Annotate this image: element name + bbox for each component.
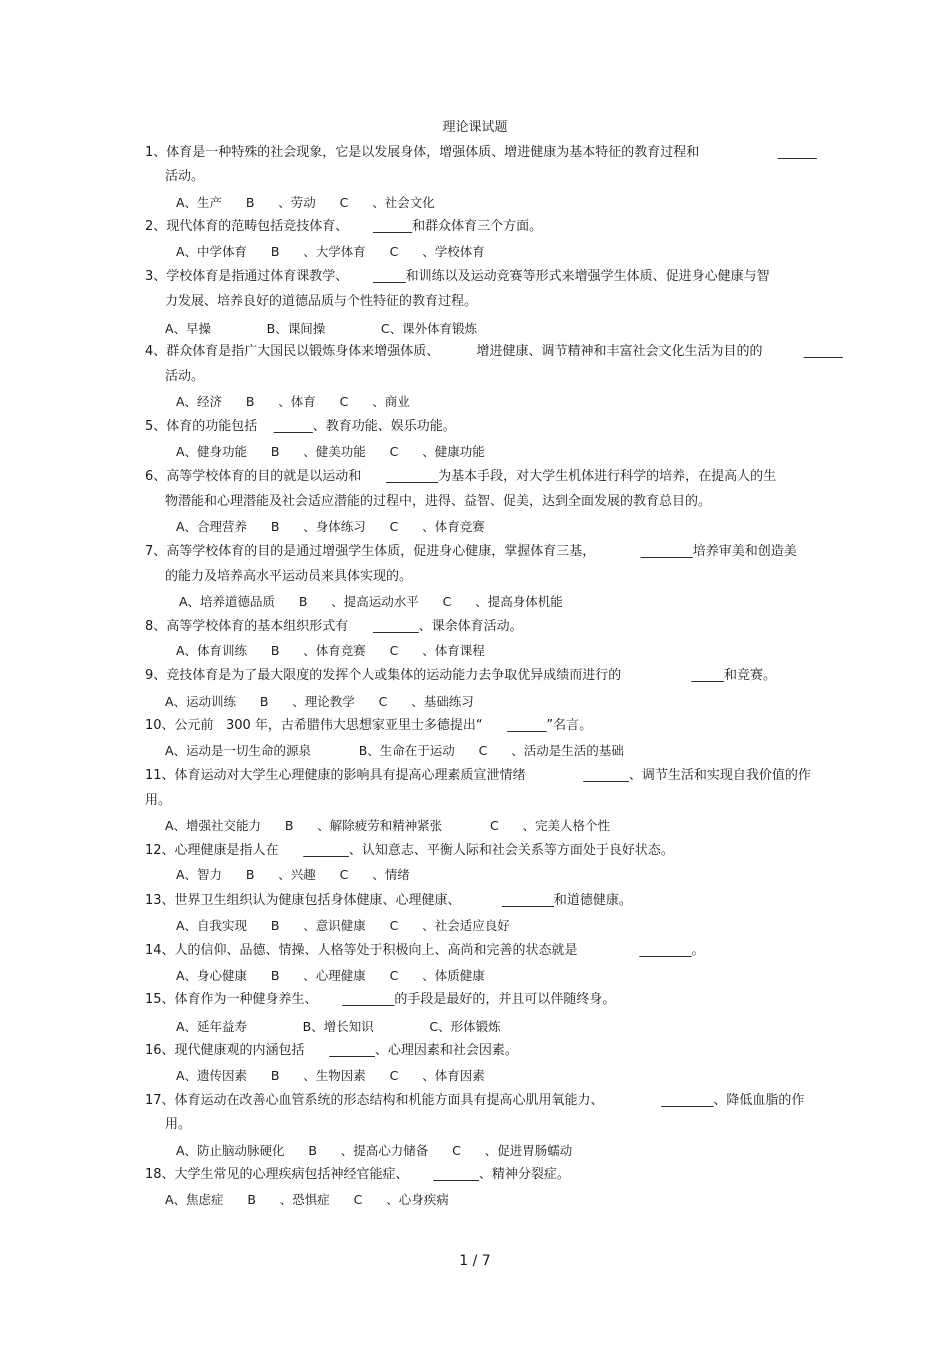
question-9-line-1: 9、竞技体育是为了最大限度的发挥个人或集体的运动能力去争取优异成绩而进行的 _____和竞赛。 [145, 668, 777, 683]
question-14-options: A、身心健康 B 、心理健康 C 、体质健康 [176, 968, 485, 983]
question-8-line-1: 8、高等学校体育的基本组织形式有 _______、课余体育活动。 [145, 619, 523, 634]
page-number: 1 / 7 [459, 1253, 491, 1269]
question-13-line-1: 13、世界卫生组织认为健康包括身体健康、心理健康、 ________和道德健康。 [145, 893, 632, 908]
question-17-line-1: 17、体育运动在改善心血管系统的形态结构和机能方面具有提高心肌用氧能力、 ________、降低血脂的作 [145, 1093, 805, 1108]
question-17-line-2: 用。 [165, 1117, 192, 1132]
question-7-line-1: 7、高等学校体育的目的是通过增强学生体质，促进身心健康，掌握体育三基， ________培养审美和创造美 [145, 544, 797, 559]
question-2-line-1: 2、现代体育的范畴包括竞技体育、 ______和群众体育三个方面。 [145, 219, 543, 234]
question-17-options: A、防止脑动脉硬化 B 、提高心力储备 C 、促进胃肠蠕动 [176, 1143, 573, 1158]
question-6-options: A、合理营养 B 、身体练习 C 、体育竞赛 [176, 519, 485, 534]
question-1-line-1: 1、体育是一种特殊的社会现象，它是以发展身体，增强体质、增进健康为基本特征的教育过程和 ______ [145, 145, 817, 160]
question-15-line-1: 15、体育作为一种健身养生、 ________的手段是最好的，并且可以伴随终身。 [145, 992, 616, 1007]
question-8-options: A、体育训练 B 、体育竞赛 C 、体育课程 [176, 643, 485, 658]
page-title: 理论课试题 [442, 120, 508, 135]
question-4-line-1: 4、群众体育是指广大国民以锻炼身体来增强体质、 增进健康、调节精神和丰富社会文化生活为目的的 ______ [145, 344, 843, 359]
question-11-options: A、增强社交能力 B 、解除疲劳和精神紧张 C 、完美人格个性 [165, 818, 611, 833]
question-18-line-1: 18、大学生常见的心理疾病包括神经官能症、 _______、精神分裂症。 [145, 1167, 570, 1182]
question-4-line-2: 活动。 [165, 369, 205, 384]
question-1-options: A、生产 B 、劳动 C 、社会文化 [176, 195, 435, 210]
question-16-line-1: 16、现代健康观的内涵包括 _______、心理因素和社会因素。 [145, 1043, 518, 1058]
question-7-options: A、培养道德品质 B 、提高运动水平 C 、提高身体机能 [179, 594, 563, 609]
question-1-line-2: 活动。 [165, 169, 205, 184]
question-10-options: A、运动是一切生命的源泉 B、生命在于运动 C 、活动是生活的基础 [165, 743, 624, 758]
question-16-options: A、遗传因素 B 、生物因素 C 、体育因素 [176, 1068, 485, 1083]
question-11-line-1: 11、体育运动对大学生心理健康的影响具有提高心理素质宣泄情绪 _______、调节生活和实现自我价值的作 [145, 768, 811, 783]
question-15-options: A、延年益寿 B、增长知识 C、形体锻炼 [176, 1019, 501, 1034]
question-3-options: A、早操 B、课间操 C、课外体育锻炼 [165, 321, 478, 336]
question-6-line-1: 6、高等学校体育的目的就是以运动和 ________为基本手段，对大学生机体进行科学的培养，在提高人的生 [145, 469, 777, 484]
question-4-options: A、经济 B 、体育 C 、商业 [176, 394, 410, 409]
question-7-line-2: 的能力及培养高水平运动员来具体实现的。 [165, 569, 413, 584]
question-5-options: A、健身功能 B 、健美功能 C 、健康功能 [176, 444, 485, 459]
question-10-line-1: 10、公元前 300 年，古希腊伟大思想家亚里士多德提出“ ______”名言。 [145, 718, 593, 733]
question-2-options: A、中学体育 B 、大学体育 C 、学校体育 [176, 244, 485, 259]
question-14-line-1: 14、人的信仰、品德、情操、人格等处于积极向上、高尚和完善的状态就是 ________。 [145, 943, 705, 958]
question-9-options: A、运动训练 B 、理论教学 C 、基础练习 [165, 694, 474, 709]
question-3-line-2: 力发展、培养良好的道德品质与个性特征的教育过程。 [165, 294, 478, 309]
question-18-options: A、焦虑症 B 、恐惧症 C 、心身疾病 [165, 1192, 449, 1207]
question-6-line-2: 物潜能和心理潜能及社会适应潜能的过程中，进得、益智、促美，达到全面发展的教育总目的。 [165, 494, 712, 509]
question-13-options: A、自我实现 B 、意识健康 C 、社会适应良好 [176, 918, 510, 933]
question-12-options: A、智力 B 、兴趣 C 、情绪 [176, 867, 410, 882]
question-11-line-2: 用。 [145, 793, 172, 808]
question-5-line-1: 5、体育的功能包括 ______、教育功能、娱乐功能。 [145, 419, 456, 434]
question-12-line-1: 12、心理健康是指人在 _______、认知意志、平衡人际和社会关系等方面处于良好状态。 [145, 843, 674, 858]
question-3-line-1: 3、学校体育是指通过体育课教学、 _____和训练以及运动竞赛等形式来增强学生体质、促进身心健康与智 [145, 269, 770, 284]
